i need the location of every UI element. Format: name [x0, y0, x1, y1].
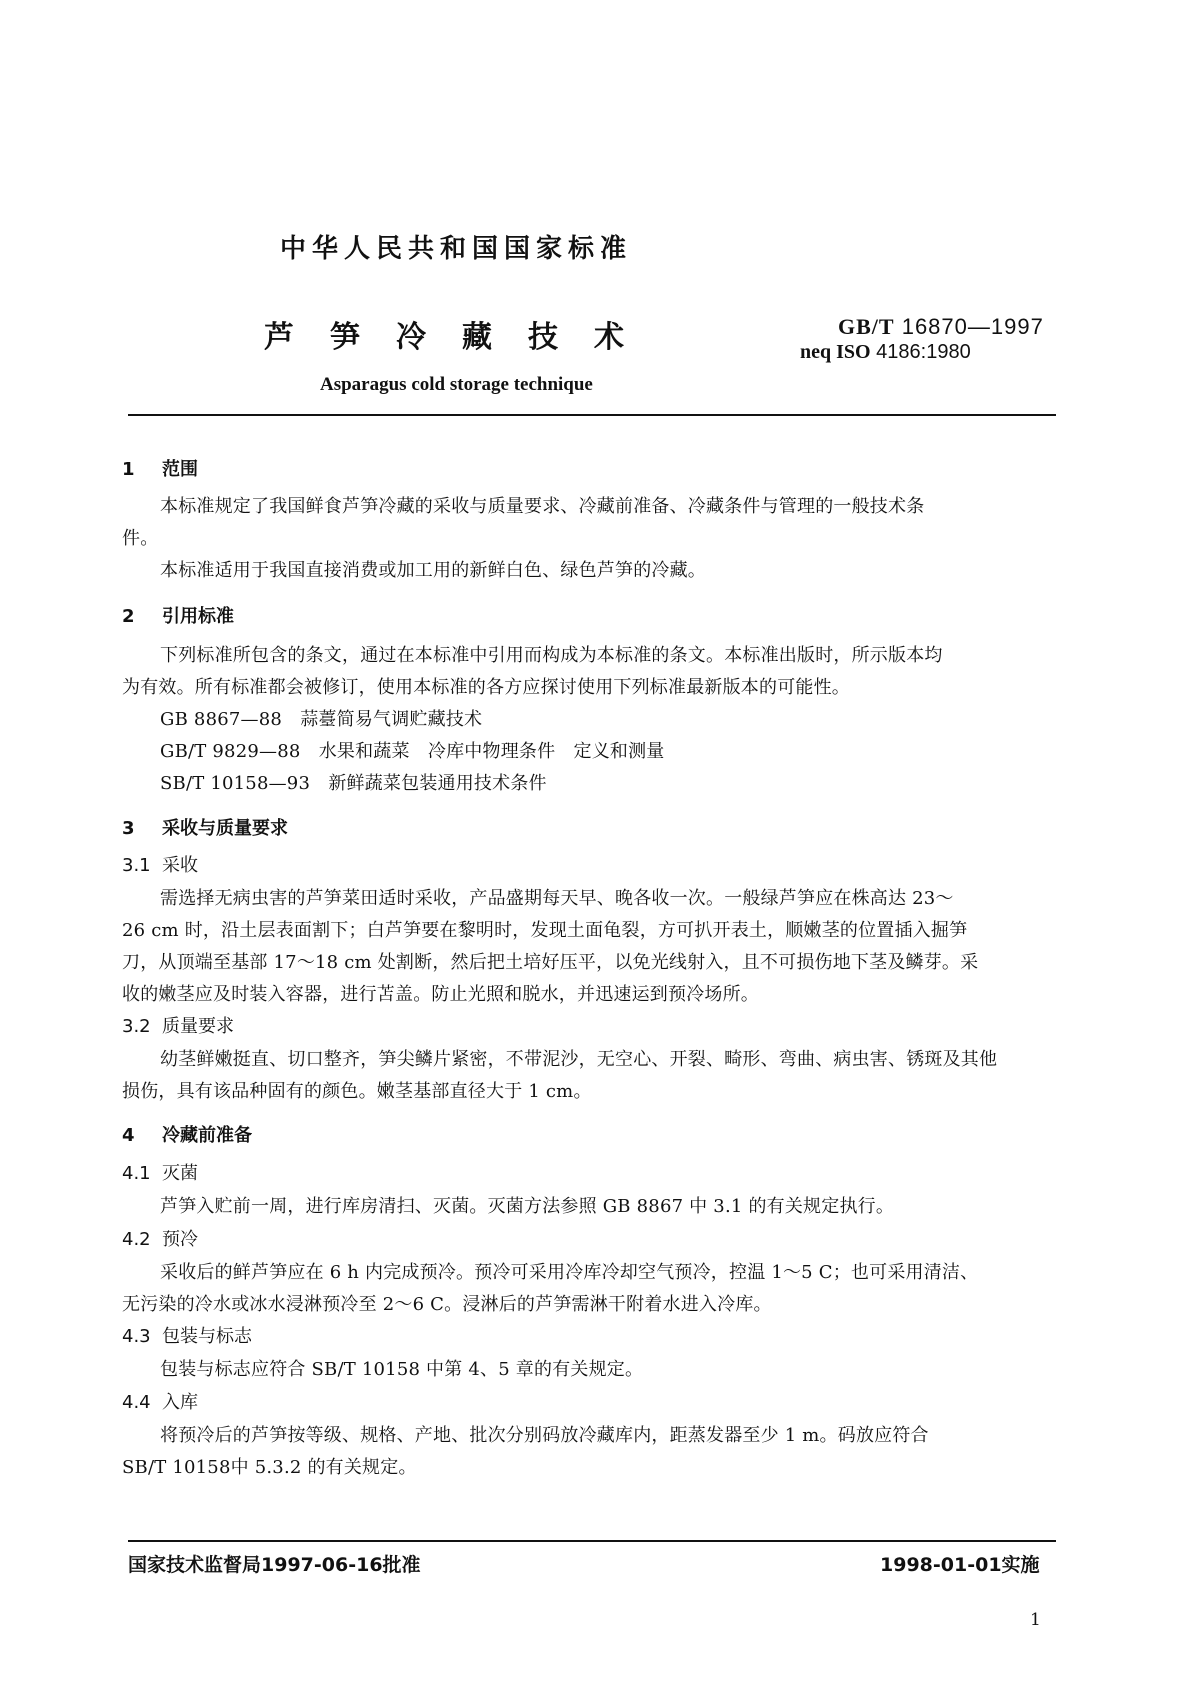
english-title: Asparagus cold storage technique — [320, 374, 593, 395]
subsection-number: 4.1 — [122, 1163, 151, 1184]
document-title: 芦笋冷藏技术 — [264, 320, 660, 355]
standard-number-prefix: GB/T — [838, 314, 895, 339]
paragraph-line: 包装与标志应符合 SB/T 10158 中第 4、5 章的有关规定。 — [160, 1359, 644, 1380]
subsection-title: 包装与标志 — [162, 1326, 252, 1347]
section-title: 引用标准 — [162, 606, 234, 627]
paragraph-line: 将预冷后的芦笋按等级、规格、产地、批次分别码放冷藏库内，距蒸发器至少 1 m。码放应符合 — [160, 1425, 929, 1446]
section-2-heading — [122, 602, 234, 628]
paragraph-line: 无污染的冷水或冰水浸淋预冷至 2～6 C。浸淋后的芦笋需淋干附着水进入冷库。 — [122, 1294, 772, 1315]
paragraph-line: SB/T 10158中 5.3.2 的有关规定。 — [122, 1457, 417, 1478]
subsection-4-1-heading — [122, 1159, 198, 1185]
section-1-heading — [122, 455, 198, 481]
paragraph-line: 采收后的鲜芦笋应在 6 h 内完成预冷。预冷可采用冷库冷却空气预冷，控温 1～5 C；也可采用清洁、 — [160, 1262, 979, 1283]
paragraph-line: 本标准规定了我国鲜食芦笋冷藏的采收与质量要求、冷藏前准备、冷藏条件与管理的一般技术条 — [160, 496, 925, 517]
header-divider — [128, 414, 1056, 416]
paragraph-line: 刀，从顶端至基部 17～18 cm 处割断，然后把土培好压平，以免光线射入，且不可损伤地下茎及鳞芽。采 — [122, 952, 979, 973]
section-title: 范围 — [162, 459, 198, 480]
page-number: 1 — [1030, 1610, 1041, 1630]
standard-number — [838, 314, 1044, 340]
equivalence-note — [800, 341, 971, 364]
subsection-number: 4.4 — [122, 1392, 151, 1413]
subsection-4-3-heading — [122, 1322, 252, 1348]
subsection-title: 入库 — [162, 1392, 198, 1413]
approval-note: 国家技术监督局1997-06-16批准 — [128, 1554, 421, 1576]
standard-number-value: 16870—1997 — [901, 314, 1044, 339]
implementation-date: 1998-01-01实施 — [880, 1554, 1040, 1576]
paragraph-line: 为有效。所有标准都会被修订，使用本标准的各方应探讨使用下列标准最新版本的可能性。 — [122, 677, 850, 698]
section-number: 2 — [122, 606, 135, 627]
subsection-title: 预冷 — [162, 1229, 198, 1250]
section-title: 冷藏前准备 — [162, 1125, 252, 1146]
paragraph-line: 需选择无病虫害的芦笋菜田适时采收，产品盛期每天早、晚各收一次。一般绿芦笋应在株高达 23～ — [160, 888, 954, 909]
section-number: 4 — [122, 1125, 135, 1146]
section-3-heading — [122, 814, 288, 840]
section-number: 1 — [122, 459, 135, 480]
national-standard-title: 中华人民共和国国家标准 — [280, 234, 633, 264]
section-number: 3 — [122, 818, 135, 839]
reference-item: GB/T 9829—88 水果和蔬菜 冷库中物理条件 定义和测量 — [160, 741, 665, 762]
subsection-title: 采收 — [162, 855, 198, 876]
paragraph-line: 幼茎鲜嫩挺直、切口整齐，笋尖鳞片紧密，不带泥沙，无空心、开裂、畸形、弯曲、病虫害、锈斑及其他 — [160, 1049, 998, 1070]
paragraph-line: 下列标准所包含的条文，通过在本标准中引用而构成为本标准的条文。本标准出版时，所示版本均 — [160, 645, 943, 666]
subsection-number: 4.3 — [122, 1326, 151, 1347]
section-4-heading — [122, 1121, 252, 1147]
equivalence-prefix: neq ISO — [800, 341, 871, 363]
paragraph-line: 收的嫩茎应及时装入容器，进行苫盖。防止光照和脱水，并迅速运到预冷场所。 — [122, 984, 759, 1005]
section-title: 采收与质量要求 — [162, 818, 288, 839]
subsection-4-2-heading — [122, 1225, 198, 1251]
paragraph-line: 26 cm 时，沿土层表面割下；白芦笋要在黎明时，发现土面龟裂，方可扒开表土，顺嫩茎的位置插入掘笋 — [122, 920, 968, 941]
subsection-number: 3.1 — [122, 855, 151, 876]
paragraph-line: 芦笋入贮前一周，进行库房清扫、灭菌。灭菌方法参照 GB 8867 中 3.1 的有关规定执行。 — [160, 1196, 895, 1217]
subsection-4-4-heading — [122, 1388, 198, 1414]
subsection-number: 4.2 — [122, 1229, 151, 1250]
paragraph-line: 本标准适用于我国直接消费或加工用的新鲜白色、绿色芦笋的冷藏。 — [160, 560, 706, 581]
paragraph-line: 件。 — [122, 528, 159, 549]
footer-divider — [128, 1540, 1056, 1542]
paragraph-line: 损伤，具有该品种固有的颜色。嫩茎基部直径大于 1 cm。 — [122, 1081, 592, 1102]
subsection-title: 质量要求 — [162, 1016, 234, 1037]
reference-item: SB/T 10158—93 新鲜蔬菜包装通用技术条件 — [160, 773, 547, 794]
subsection-number: 3.2 — [122, 1016, 151, 1037]
subsection-3-2-heading — [122, 1012, 234, 1038]
reference-item: GB 8867—88 蒜薹简易气调贮藏技术 — [160, 709, 483, 730]
subsection-3-1-heading — [122, 851, 198, 877]
subsection-title: 灭菌 — [162, 1163, 198, 1184]
equivalence-value: 4186:1980 — [876, 341, 971, 363]
